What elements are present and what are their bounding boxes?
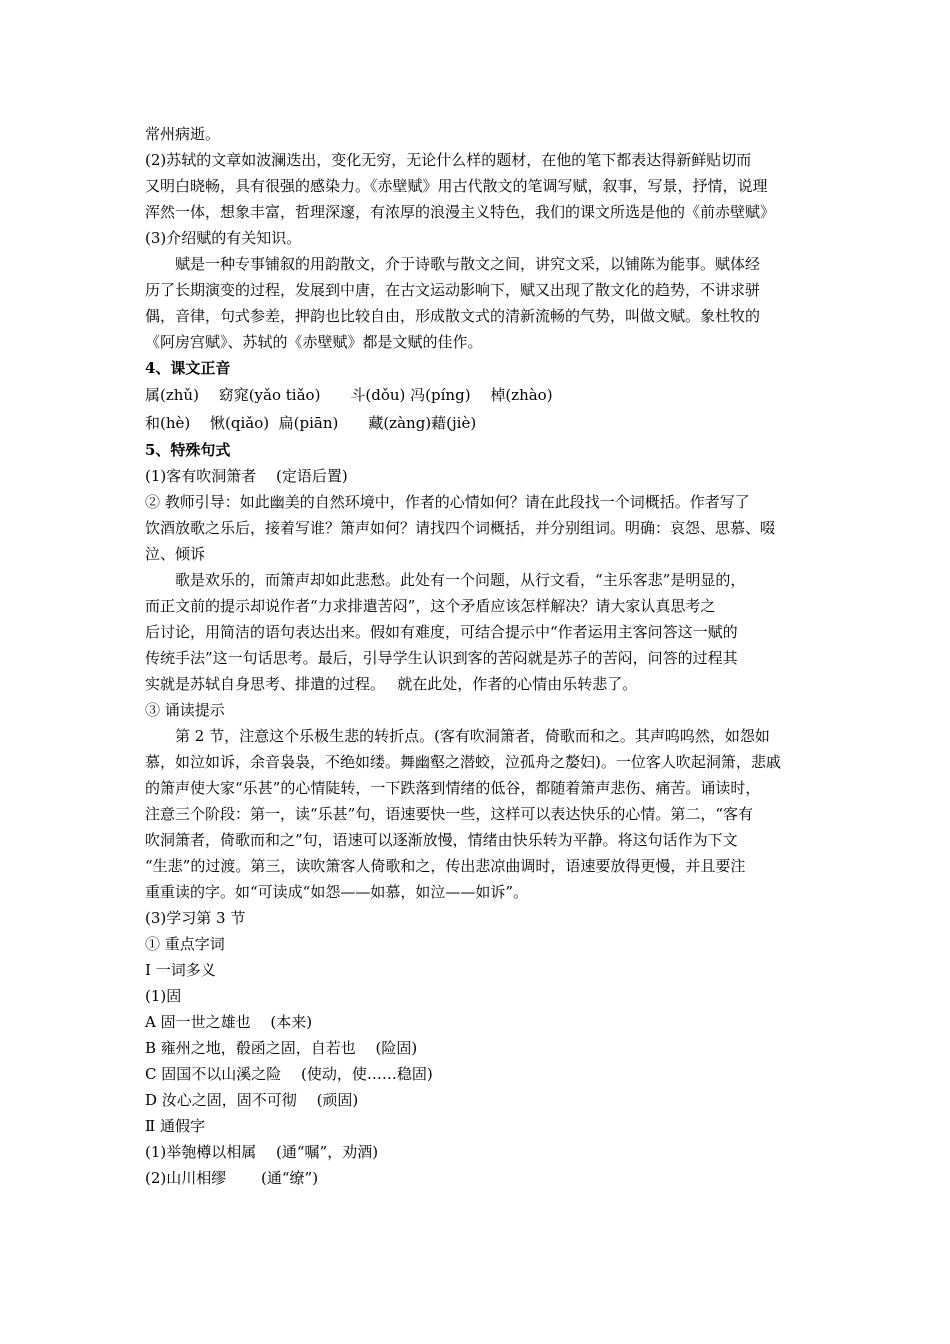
text-line: 歌是欢乐的，而箫声却如此悲愁。此处有一个问题，从行文看，“主乐客悲”是明显的， xyxy=(145,571,746,589)
text-line: ② 教师引导：如此幽美的自然环境中，作者的心情如何？请在此段找一个词概括。作者写了 xyxy=(145,493,750,511)
text-line: 饮酒放歌之乐后，接着写谁？箫声如何？请找四个词概括，并分别组词。明确：哀怨、思慕、啜 xyxy=(145,519,776,537)
text-line: 赋是一种专事铺叙的用韵散文，介于诗歌与散文之间，讲究文采，以铺陈为能事。赋体经 xyxy=(145,255,761,273)
text-line: 历了长期演变的过程，发展到中唐，在古文运动影响下，赋又出现了散文化的趋势，不讲求骈 xyxy=(145,281,761,299)
section-heading: 4、课文正音 xyxy=(145,359,231,377)
text-line: 第 2 节，注意这个乐极生悲的转折点。(客有吹洞箫者，倚歌而和之。其声呜呜然，如怨如 xyxy=(145,727,770,745)
text-line: 而正文前的提示却说作者“力求排遣苦闷”，这个矛盾应该怎样解决？请大家认真思考之 xyxy=(145,597,716,615)
text-line: 又明白晓畅，具有很强的感染力。《赤壁赋》用古代散文的笔调写赋，叙事，写景，抒情，说理 xyxy=(145,177,768,195)
pronunciation-row: 属(zhǔ) 窈窕(yǎo tiǎo) 斗(dǒu) 冯(píng) 棹(zhào) xyxy=(145,386,553,404)
text-line: (1)举匏樽以相属 (通“嘱”，劝酒) xyxy=(145,1143,379,1161)
text-line: (3)介绍赋的有关知识。 xyxy=(145,229,302,247)
text-line: “生悲”的过渡。第三，读吹箫客人倚歌和之，传出悲凉曲调时，语速要放得更慢，并且要注 xyxy=(145,857,746,875)
document-body xyxy=(145,121,807,1191)
text-line: (1)客有吹洞箫者 (定语后置) xyxy=(145,467,348,485)
section-heading: 5、特殊句式 xyxy=(145,441,231,459)
text-line: 偶，音律，句式参差，押韵也比较自由，形成散文式的清新流畅的气势，叫做文赋。象杜牧的 xyxy=(145,307,761,325)
text-line: (2)苏轼的文章如波澜迭出，变化无穷，无论什么样的题材，在他的笔下都表达得新鲜贴切而 xyxy=(145,151,752,169)
text-line: A 固一世之雄也 (本来) xyxy=(145,1013,313,1031)
text-line: 实就是苏轼自身思考、排遣的过程。 就在此处，作者的心情由乐转悲了。 xyxy=(145,675,638,693)
text-line: ① 重点字词 xyxy=(145,935,225,953)
text-line: (2)山川相缪 (通“缭”) xyxy=(145,1169,319,1187)
text-line: Ⅰ 一词多义 xyxy=(145,961,216,979)
pronunciation-row: 和(hè) 愀(qiǎo) 扁(piān) 藏(zàng)藉(jiè) xyxy=(145,414,477,432)
text-line: (3)学习第 3 节 xyxy=(145,909,246,927)
text-line: 的箫声使大家“乐甚”的心情陡转，一下跌落到情绪的低谷，都随着箫声悲伤、痛苦。诵读时， xyxy=(145,779,761,797)
text-line: 慕，如泣如诉，余音袅袅，不绝如缕。舞幽壑之潜蛟，泣孤舟之嫠妇)。一位客人吹起洞箫，悲戚 xyxy=(145,753,781,771)
text-line: C 固国不以山溪之险 (使动，使……稳固) xyxy=(145,1065,433,1083)
text-line: 《阿房宫赋》、苏轼的《赤壁赋》都是文赋的佳作。 xyxy=(145,333,483,351)
text-line: 后讨论，用简洁的语句表达出来。假如有难度，可结合提示中“作者运用主客问答这一赋的 xyxy=(145,623,738,641)
text-line: 注意三个阶段：第一，读“乐甚”句，语速要快一些，这样可以表达快乐的心情。第二，“客有 xyxy=(145,805,754,823)
text-line: 重重读的字。如“可读成“如怨——如慕，如泣——如诉”。 xyxy=(145,883,529,901)
text-line: 传统手法”这一句话思考。最后，引导学生认识到客的苦闷就是苏子的苦闷，问答的过程其 xyxy=(145,649,738,667)
text-line: Ⅱ 通假字 xyxy=(145,1117,205,1135)
text-line: 常州病逝。 xyxy=(145,125,221,143)
text-line: ③ 诵读提示 xyxy=(145,701,225,719)
text-line: B 雍州之地，殽函之固，自若也 (险固) xyxy=(145,1039,418,1057)
text-line: (1)固 xyxy=(145,987,182,1005)
text-line: D 汝心之固，固不可彻 (顽固) xyxy=(145,1091,359,1109)
text-line: 浑然一体，想象丰富，哲理深邃，有浓厚的浪漫主义特色，我们的课文所选是他的《前赤壁赋》 xyxy=(145,203,776,221)
text-line: 吹洞箫者，倚歌而和之”句，语速可以逐渐放慢，情绪由快乐转为平静。将这句话作为下文 xyxy=(145,831,738,849)
text-line: 泣、倾诉 xyxy=(145,545,206,563)
